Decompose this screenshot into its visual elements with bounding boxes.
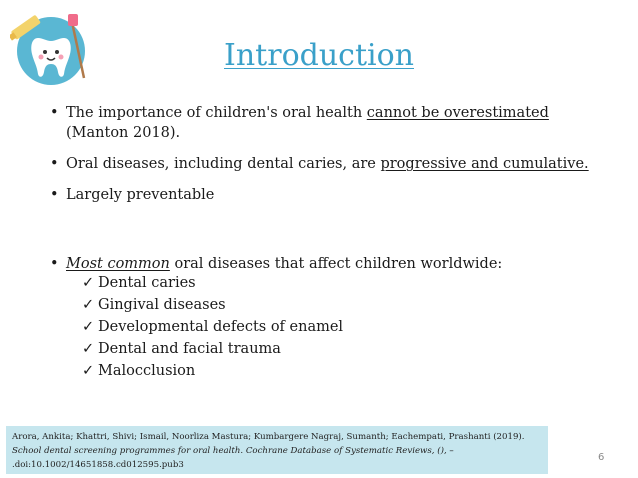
bullet-preventable: • Largely preventable xyxy=(50,187,215,203)
checkmark-icon: ✓ xyxy=(82,319,95,335)
checkmark-icon: ✓ xyxy=(82,341,95,357)
bullet-dot: • xyxy=(50,256,59,272)
checklist-item: ✓ Dental and facial trauma xyxy=(82,338,343,360)
bullet-dot: • xyxy=(50,187,59,203)
page-number: 6 xyxy=(598,452,605,463)
checklist-item: ✓ Gingival diseases xyxy=(82,294,343,316)
checkmark-icon: ✓ xyxy=(82,297,95,313)
checklist-item: ✓ Dental caries xyxy=(82,272,343,294)
checklist xyxy=(82,272,343,382)
checklist-item: ✓ Developmental defects of enamel xyxy=(82,316,343,338)
bullet-dot: • xyxy=(50,105,59,121)
bullet-importance: • The importance of children's oral health cannot be overestimated (Manton 2018). xyxy=(50,105,549,141)
checklist-item: ✓ Malocclusion xyxy=(82,360,343,382)
underlined-phrase: Most common xyxy=(66,256,170,272)
reference-authors: Arora, Ankita; Khattri, Shivi; Ismail, Noorliza Mastura; Kumbargere Nagraj, Sumanth; Eachempati, Prashanti (2019). xyxy=(12,432,525,442)
bullet-most-common: • Most common oral diseases that affect children worldwide: xyxy=(50,256,503,272)
checkmark-icon: ✓ xyxy=(82,363,95,379)
reference-doi: .doi:10.1002/14651858.cd012595.pub3 xyxy=(12,460,184,470)
bullet-dot: • xyxy=(50,156,59,172)
checkmark-icon: ✓ xyxy=(82,275,95,291)
bullet-list xyxy=(50,103,610,280)
reference-box xyxy=(6,426,548,474)
bullet-progressive: • Oral diseases, including dental caries, are progressive and cumulative. xyxy=(50,156,589,172)
reference-title: School dental screening programmes for oral health. Cochrane Database of Systematic Reviews, (), – xyxy=(12,446,454,456)
underlined-phrase: cannot be overestimated xyxy=(366,105,549,121)
slide-title: Introduction xyxy=(224,38,414,73)
underlined-phrase: progressive and cumulative. xyxy=(380,156,589,172)
